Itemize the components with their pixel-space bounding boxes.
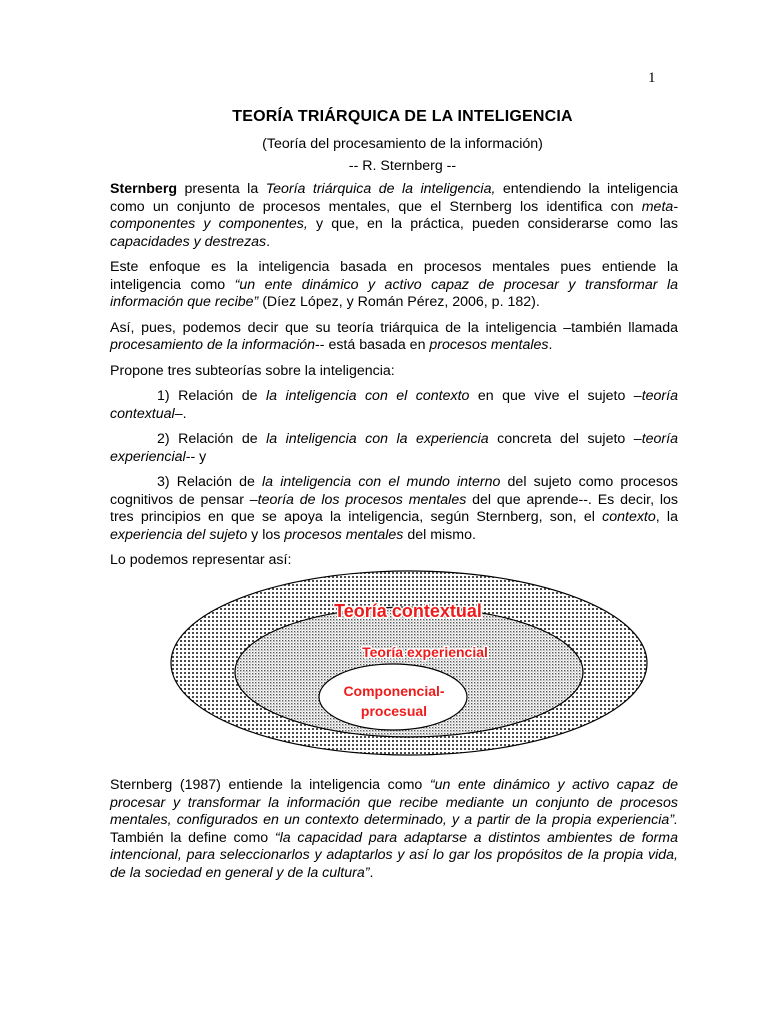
text-run: –. xyxy=(174,405,187,422)
text-italic: contexto xyxy=(602,509,656,525)
outer-label: Teoría contextual xyxy=(334,601,482,621)
document-author: -- R. Sternberg -- xyxy=(348,158,457,174)
paragraph-approach xyxy=(110,259,678,312)
text-run: concreta del sujeto – xyxy=(488,431,642,447)
text-run: 3) Relación de xyxy=(157,474,263,490)
text-italic: Teoría triárquica de la inteligencia, xyxy=(265,181,496,197)
middle-label: Teoría experiencial xyxy=(362,644,488,660)
text-run: y los xyxy=(247,526,285,543)
inner-label-line2: procesual xyxy=(360,703,428,719)
paragraph-represent: Lo podemos representar así: xyxy=(110,552,292,568)
text-run: -- y xyxy=(185,448,207,465)
text-italic: procesos mentales xyxy=(284,526,404,543)
text-italic: teoría experiencial xyxy=(110,431,678,465)
text-run: del que aprende--. Es decir, los tres principios en que se apoya la inteligencia, según Sternberg, son, el xyxy=(110,491,678,525)
text-run: . xyxy=(266,233,271,250)
document-subtitle: (Teoría del procesamiento de la información) xyxy=(262,136,543,152)
text-run: , la xyxy=(655,509,678,525)
paragraph-intro xyxy=(110,181,678,251)
text-run: Sternberg (1987) entiende la inteligencia como xyxy=(110,777,430,793)
text-run: del sujeto como procesos cognitivos de pensar – xyxy=(110,474,678,508)
text-italic: la inteligencia con el mundo interno xyxy=(262,474,501,490)
text-run: . xyxy=(369,864,374,881)
text-bold: Sternberg xyxy=(110,181,178,197)
text-run: Este enfoque es la inteligencia basada en procesos mentales pues entiende la inteligencia como xyxy=(110,259,678,293)
list-item-experiential xyxy=(110,431,678,466)
triarchic-diagram xyxy=(168,568,650,758)
text-run: 1) Relación de xyxy=(157,388,266,404)
text-run: . xyxy=(548,337,553,353)
text-italic: capacidades y destrezas xyxy=(110,233,267,250)
text-run: 2) Relación de xyxy=(157,431,267,447)
text-italic: procesos mentales xyxy=(429,337,549,353)
document-title: TEORÍA TRIÁRQUICA DE LA INTELIGENCIA xyxy=(232,108,573,125)
list-item-contextual xyxy=(110,388,678,423)
text-italic: la inteligencia con el contexto xyxy=(266,388,470,404)
text-italic: procesamiento de la información xyxy=(110,337,316,353)
text-run: y que, en la práctica, pueden considerarse como las xyxy=(307,216,679,232)
text-italic: experiencia del sujeto xyxy=(110,526,248,543)
text-italic: teoría de los procesos mentales xyxy=(257,491,467,508)
text-italic: teoría contextual xyxy=(110,388,678,422)
paragraph-subtheories: Propone tres subteorías sobre la inteligencia: xyxy=(110,362,395,379)
text-run: (Díez López, y Román Pérez, 2006, p. 182). xyxy=(258,294,540,310)
text-run: presenta la xyxy=(177,181,266,197)
text-italic: “la capacidad para adaptarse a distintos ambientes de forma intencional, para seleccionarlos y adaptarlos y así lo gar los propósitos de la propia vida, de la sociedad en general y de la cultura” xyxy=(110,829,678,881)
page-number: 1 xyxy=(648,70,656,86)
document-body xyxy=(110,181,678,570)
inner-label-line1: Componencial- xyxy=(343,683,445,699)
text-run: -- está basada en xyxy=(315,337,430,353)
list-item-internal xyxy=(110,474,678,544)
text-run: También la define como xyxy=(110,829,275,846)
text-run: Así, pues, podemos decir que su teoría triárquica de la inteligencia –también llamada xyxy=(110,319,678,336)
paragraph-definition xyxy=(110,777,678,882)
text-italic: “un ente dinámico y activo capaz de procesar y transformar la información que recibe” xyxy=(110,276,678,310)
text-italic: meta-componentes y componentes, xyxy=(110,198,678,232)
text-italic: la inteligencia con la experiencia xyxy=(266,431,489,447)
text-run: entendiendo la inteligencia como un conjunto de procesos mentales, que el Sternberg los identifica con xyxy=(110,181,678,215)
text-run: del mismo. xyxy=(403,526,476,543)
text-run: en que vive el sujeto – xyxy=(469,388,642,404)
paragraph-conclusion xyxy=(110,320,678,355)
text-italic: “un ente dinámico y activo capaz de procesar y transformar la información que recibe mediante un conjunto de procesos mentales, configurados en un contexto determinado, y a partir de la propia experiencia”. xyxy=(110,777,678,828)
